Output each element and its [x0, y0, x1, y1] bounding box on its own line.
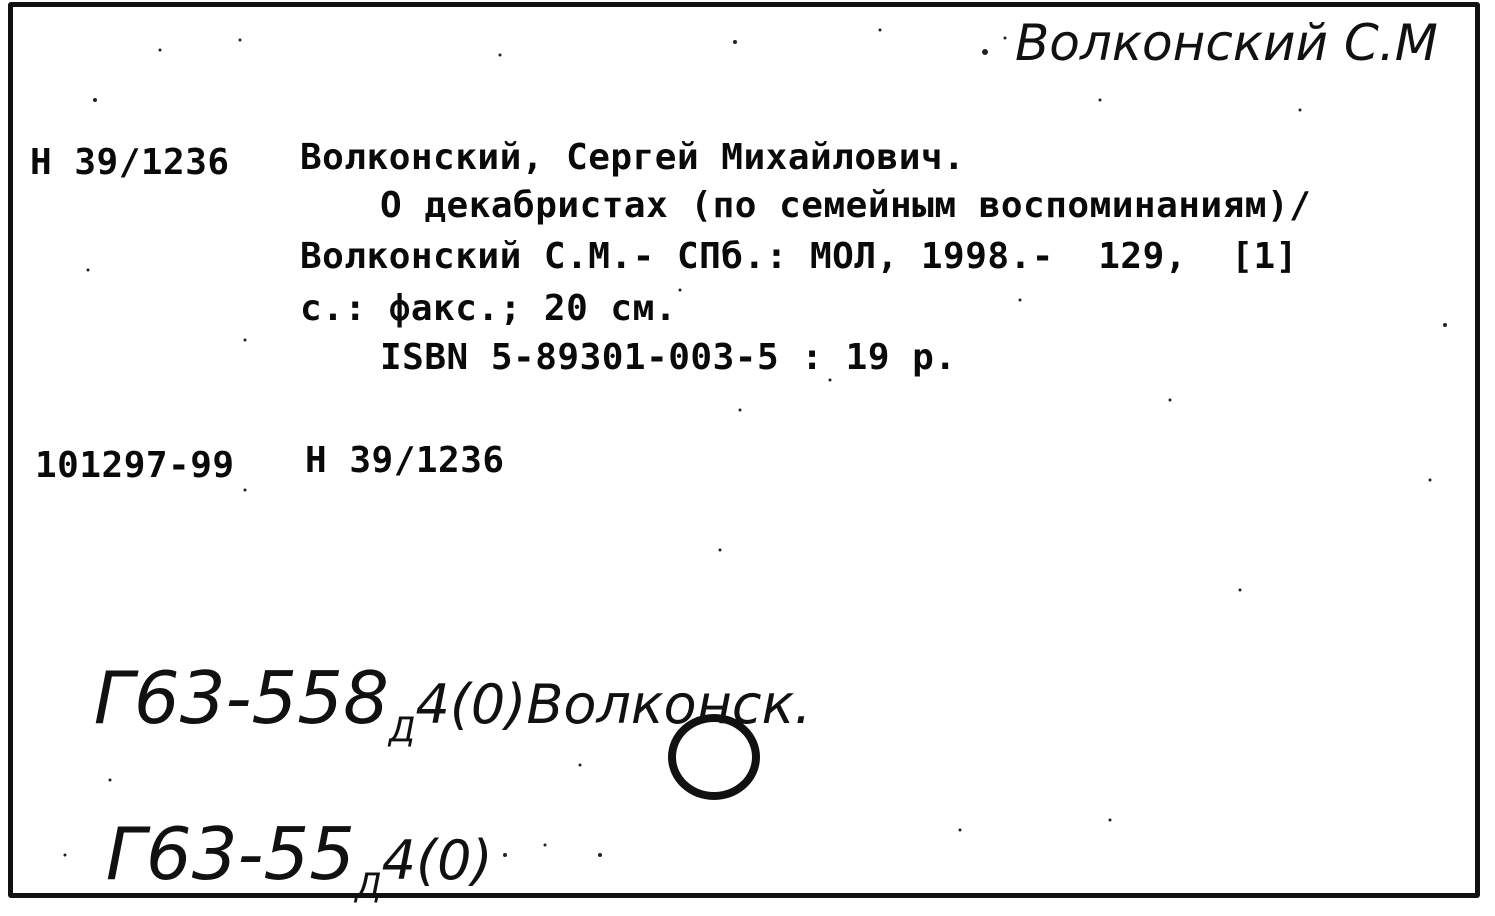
accession-number: 101297-99 — [35, 445, 235, 486]
title-line: О декабристах (по семейным воспоминаниям)/ — [380, 185, 1312, 226]
shelfmark-2-tail: 4(0) — [381, 829, 493, 892]
shelfmark-2-main: Г63-55 — [105, 812, 356, 896]
shelfmark-1-subscript: Д — [388, 710, 416, 750]
circle-mark — [668, 714, 760, 800]
publication-line: Волконский С.М.- СПб.: МОЛ, 1998.- 129, [1] — [300, 236, 1298, 277]
author-line: Волконский, Сергей Михайлович. — [300, 137, 966, 178]
accession-call-number: Н 39/1236 — [305, 440, 505, 481]
isbn-line: ISBN 5-89301-003-5 : 19 р. — [380, 337, 957, 378]
shelfmark-1-tail: 4(0)Волконск. — [415, 673, 812, 736]
call-number: Н 39/1236 — [30, 142, 230, 183]
handwritten-heading: Волконский С.М — [1015, 14, 1438, 72]
description-line: с.: факс.; 20 см. — [300, 288, 677, 329]
handwritten-shelfmark-2 — [60, 728, 493, 906]
shelfmark-1-main: Г63-558 — [93, 656, 389, 740]
shelfmark-2-subscript: Д — [355, 866, 382, 906]
